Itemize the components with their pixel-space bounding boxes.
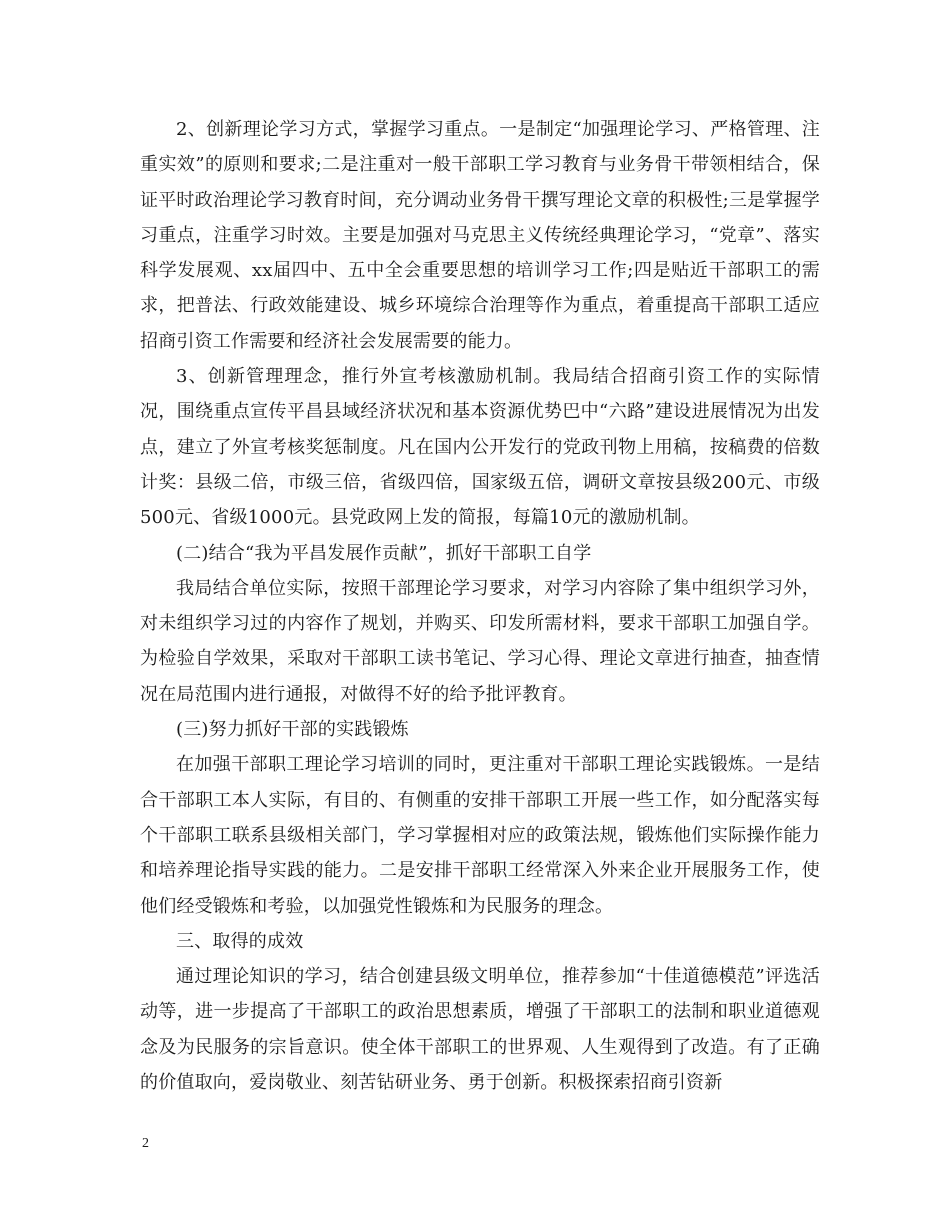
section-heading-practice: (三)努力抓好干部的实践锻炼 [176,719,409,741]
paragraph-learning-method: 2、创新理论学习方式，掌握学习重点。一是制定“加强理论学习、严格管理、注重实效”的原则和要求;二是注重对一般干部职工学习教育与业务骨干带领相结合，保证平时政治理论学习教育时间，充分调动业务骨干撰写理论文章的积极性;三是掌握学习重点，注重学习时效。主要是加强对马克思主义传统经典理论学习，“党章”、落实科学发展观、xx届四中、五中全会重要思想的培训学习工作;四是贴近干部职工的需求，把普法、行政效能建设、城乡环境综合治理等作为重点，着重提高干部职工适应招商引资工作需要和经济社会发展需要的能力。 [140,119,820,352]
paragraph-management-concept: 3、创新管理理念，推行外宣考核激励机制。我局结合招商引资工作的实际情况，围绕重点宣传平昌县域经济状况和基本资源优势巴中“六路”建设进展情况为出发点，建立了外宣考核奖惩制度。凡在国内公开发行的党政刊物上用稿，按稿费的倍数计奖：县级二倍，市级三倍，省级四倍，国家级五倍，调研文章按县级200元、市级500元、省级1000元。县党政网上发的简报，每篇10元的激励机制。 [140,366,820,529]
paragraph-practice: 在加强干部职工理论学习培训的同时，更注重对干部职工理论实践锻炼。一是结合干部职工本人实际，有目的、有侧重的安排干部职工开展一些工作，如分配落实每个干部职工联系县级相关部门，学习掌握相对应的政策法规，锻炼他们实际操作能力和培养理论指导实践的能力。二是安排干部职工经常深入外来企业开展服务工作，使他们经受锻炼和考验，以加强党性锻炼和为民服务的理念。 [140,754,820,917]
page-number: 2 [142,1136,149,1151]
paragraph-results: 通过理论知识的学习，结合创建县级文明单位，推荐参加“十佳道德模范”评选活动等，进一步提高了干部职工的政治思想素质，增强了干部职工的法制和职业道德观念及为民服务的宗旨意识。使全体干部职工的世界观、人生观得到了改造。有了正确的价值取向，爱岗敬业、刻苦钻研业务、勇于创新。积极探索招商引资新 [140,966,820,1094]
paragraph-self-study: 我局结合单位实际，按照干部理论学习要求，对学习内容除了集中组织学习外，对未组织学习过的内容作了规划，并购买、印发所需材料，要求干部职工加强自学。为检验自学效果，采取对干部职工读书笔记、学习心得、理论文章进行抽查，抽查情况在局范围内进行通报，对做得不好的给予批评教育。 [140,577,820,705]
section-heading-self-study: (二)结合“我为平昌发展作贡献”，抓好干部职工自学 [176,542,592,564]
section-heading-results: 三、取得的成效 [176,930,304,952]
document-body [140,112,820,1100]
